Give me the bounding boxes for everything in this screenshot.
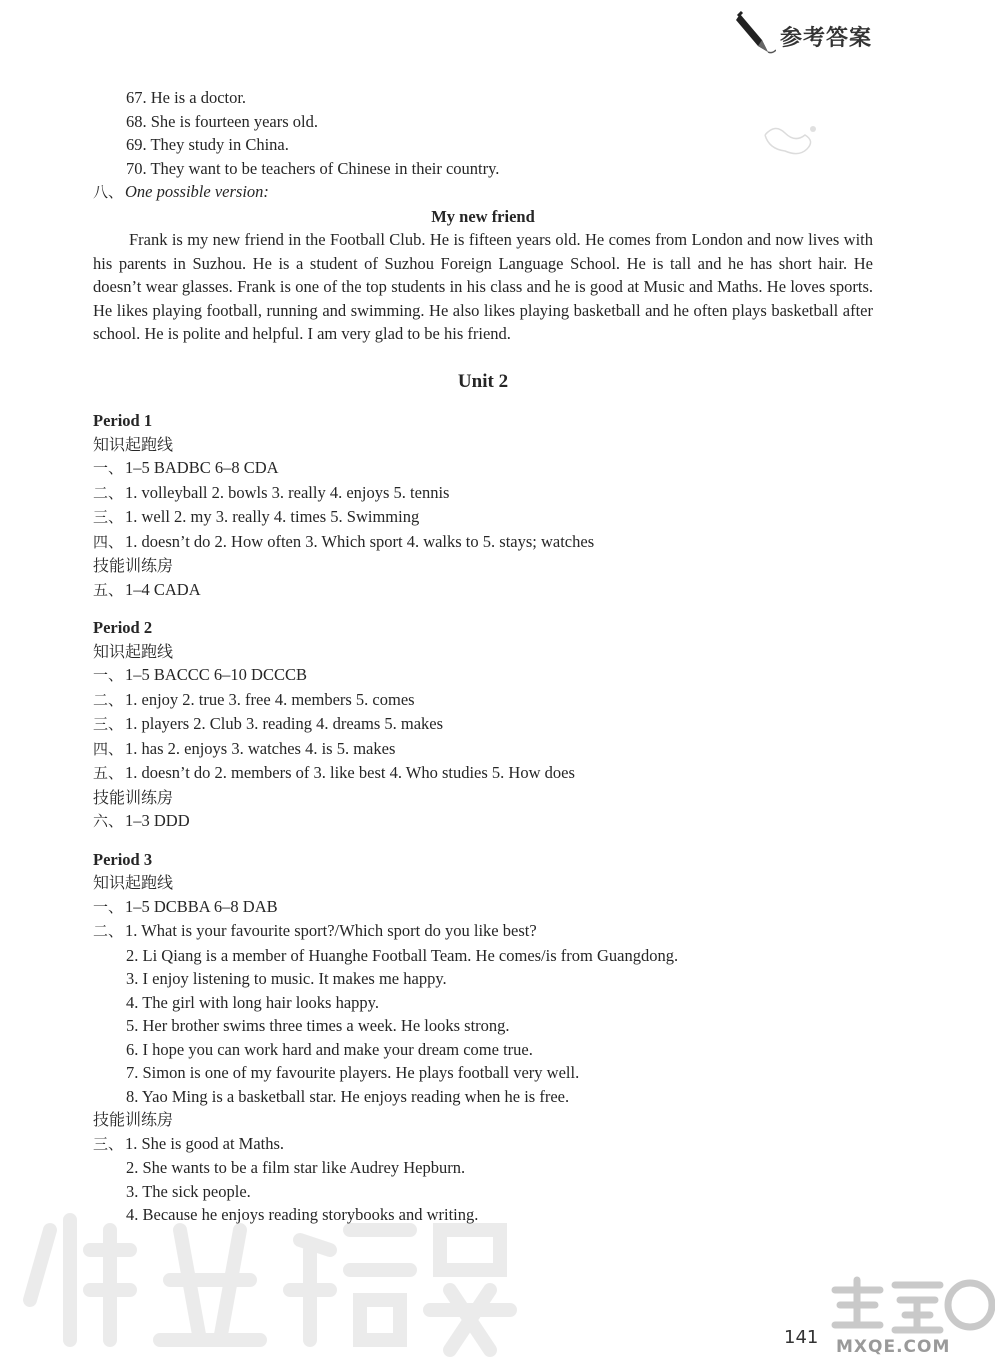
answer-line: 7. Simon is one of my favourite players. He plays football very well. (126, 1063, 580, 1082)
header-title: 参考答案 (779, 26, 872, 51)
page-header (732, 10, 872, 56)
section-8-heading: 八、 One possible version: (93, 182, 269, 201)
answer-line: 六、 1–3 DDD (93, 811, 190, 830)
period-title: Period 2 (93, 618, 153, 637)
answer-line: 二、 1. What is your favourite sport?/Which sport do you like best? (93, 921, 537, 940)
answer-line: 8. Yao Ming is a basketball star. He enjoys reading when he is free. (126, 1086, 570, 1106)
answer-line: 3. The sick people. (126, 1181, 251, 1201)
answer-line: 五、 1–4 CADA (93, 579, 201, 599)
answer-line: 五、 1. doesn’t do 2. members of 3. like best 4. Who studies 5. How does (93, 763, 575, 782)
answer-line: 一、 1–5 DCBBA 6–8 DAB (93, 896, 278, 916)
period-title: Period 1 (93, 411, 153, 430)
essay-title: My new friend (431, 206, 535, 226)
watermark-left (10, 1190, 530, 1360)
answer-line: 67. He is a doctor. (126, 88, 247, 107)
answer-line: 一、 1–5 BACCC 6–10 DCCCB (93, 665, 307, 684)
section-heading: 知识起跑线 (93, 873, 174, 892)
answer-line: 三、 1. She is good at Maths. (93, 1133, 285, 1153)
answer-line: 68. She is fourteen years old. (126, 111, 318, 131)
section-heading: 技能训练房 (93, 1110, 174, 1129)
section-heading: 知识起跑线 (93, 434, 174, 454)
answer-line: 4. Because he enjoys reading storybooks and writing. (126, 1205, 479, 1224)
answer-line: 三、 1. well 2. my 3. really 4. times 5. Swimming (93, 507, 420, 526)
answer-line: 70. They want to be teachers of Chinese in their country. (126, 158, 500, 178)
answer-line: 5. Her brother swims three times a week. He looks strong. (126, 1016, 510, 1035)
section-heading: 技能训练房 (93, 787, 174, 807)
answer-line: 三、 1. players 2. Club 3. reading 4. dreams 5. makes (93, 714, 444, 733)
unit-title: Unit 2 (457, 370, 509, 392)
pen-icon (732, 10, 776, 56)
essay-body: Frank is my new friend in the Football Club. He is fifteen years old. He comes from London and now lives with his parents in Suzhou. He is a student of Suzhou Foreign Language School. He is tall and he has short hair. He doesn’t wear glasses. Frank is one of the top students in his class and he is good at Music and Maths. He loves sports. He likes playing football, running and swimming. He also likes playing basketball and he often plays basketball after school. He is polite and helpful. I am very glad to be his friend. (93, 230, 873, 343)
answer-line: 二、 1. volleyball 2. bowls 3. really 4. enjoys 5. tennis (93, 482, 450, 502)
answer-line: 69. They study in China. (126, 135, 289, 154)
answer-content (93, 86, 873, 1227)
answer-line: 6. I hope you can work hard and make your dream come true. (126, 1039, 533, 1059)
watermark-url: MXQE.COM (836, 1337, 951, 1357)
answer-line: 四、 1. doesn’t do 2. How often 3. Which sport 4. walks to 5. stays; watches (93, 531, 595, 551)
answer-line: 2. She wants to be a film star like Audrey Hepburn. (126, 1158, 466, 1177)
page-number: 141 (784, 1327, 819, 1348)
answer-line: 二、 1. enjoy 2. true 3. free 4. members 5. comes (93, 689, 415, 709)
answer-line: 3. I enjoy listening to music. It makes me happy. (126, 969, 447, 988)
section-heading: 知识起跑线 (93, 641, 174, 661)
answer-line: 4. The girl with long hair looks happy. (126, 992, 379, 1012)
answer-line: 一、 1–5 BADBC 6–8 CDA (93, 458, 279, 477)
answer-line: 四、 1. has 2. enjoys 3. watches 4. is 5. makes (93, 738, 396, 758)
period-title: Period 3 (93, 849, 153, 869)
answer-line: 2. Li Qiang is a member of Huanghe Football Team. He comes/is from Guangdong. (126, 945, 679, 965)
section-heading: 技能训练房 (93, 556, 174, 575)
